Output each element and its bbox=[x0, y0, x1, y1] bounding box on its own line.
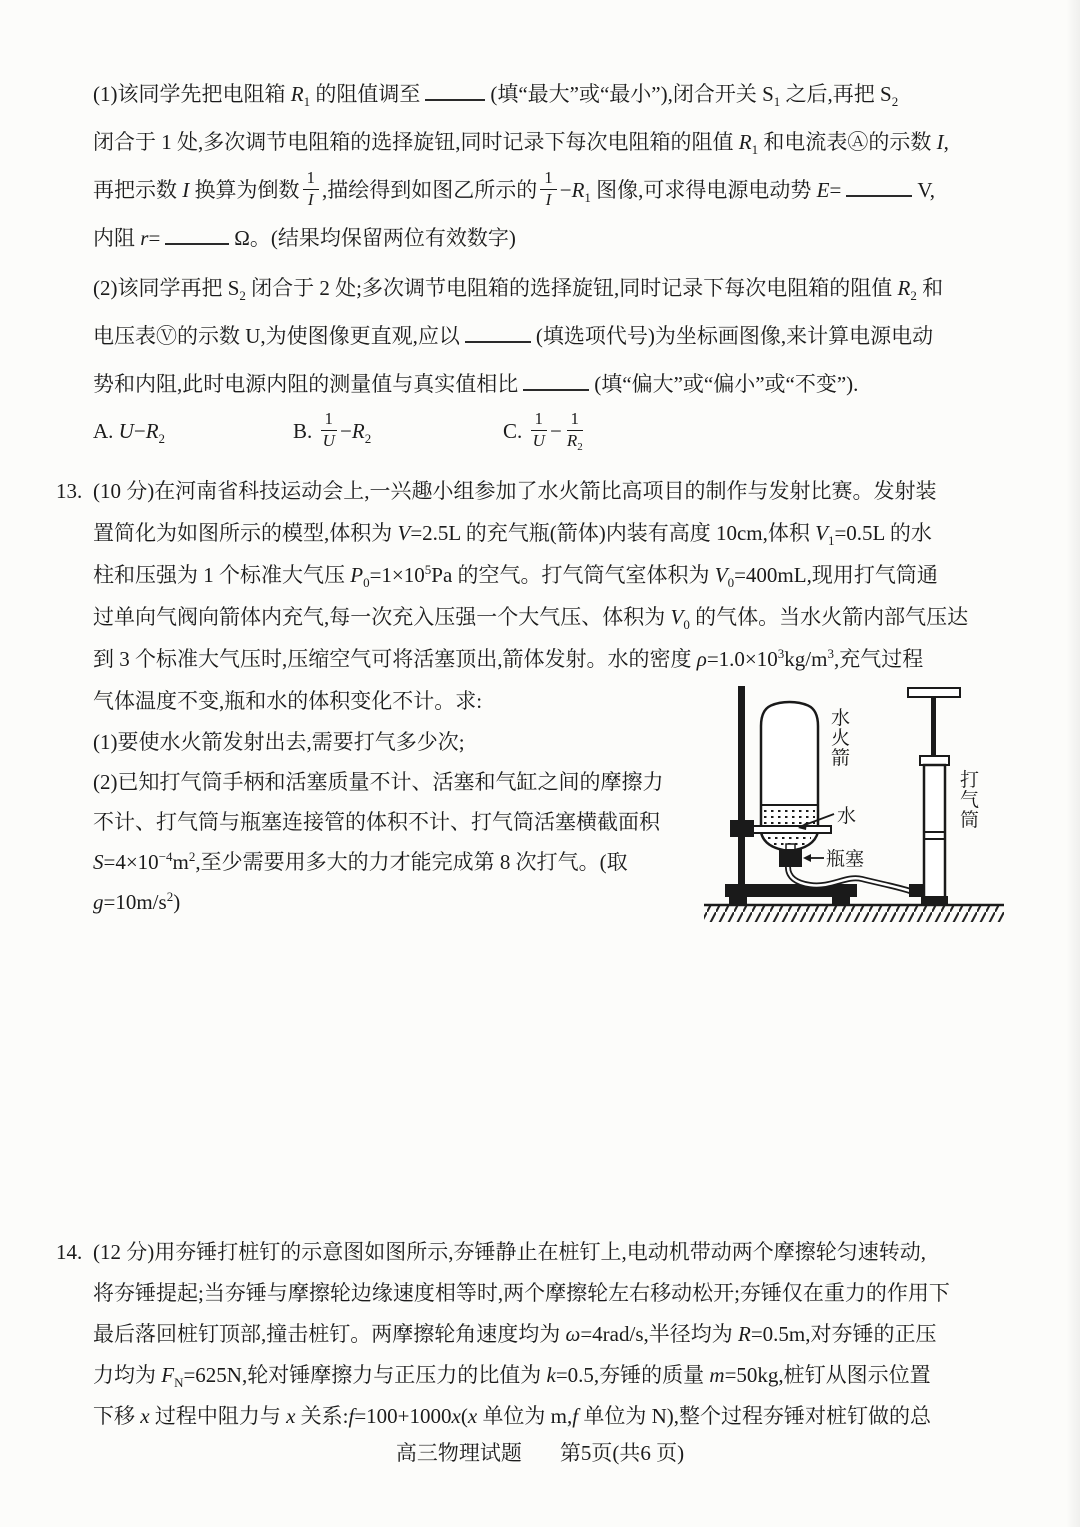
text-line: 再把示数 I 换算为倒数 $\frac{1}{I}$ ,描绘得到如图乙所示的 $\frac{1}{I}$ $-R_1$ 图像,可求得电源电动势 E= V, bbox=[93, 168, 936, 209]
question-13-number: 13. bbox=[56, 479, 83, 503]
label-air-pump: 打气筒 bbox=[960, 770, 980, 831]
fraction: $\frac{1}{R_2}$ bbox=[566, 409, 583, 453]
water-rocket-figure bbox=[698, 674, 1010, 928]
option: C. $\frac{1}{U}$ − $\frac{1}{R_2}$ bbox=[503, 409, 583, 453]
stand-clamp bbox=[730, 820, 754, 837]
fraction: $\frac{1}{I}$ bbox=[303, 169, 320, 209]
text-line: $S=4\times 10^{-4}m^2$,至少需要用多大的力才能完成第 8 次打气。(取 bbox=[93, 849, 628, 874]
label-water: 水 bbox=[837, 806, 857, 827]
bottle-stopper bbox=[779, 849, 802, 867]
footer-page-number: 第5页(共6 页) bbox=[559, 1441, 685, 1465]
rocket-bottle bbox=[730, 702, 831, 867]
answer-options bbox=[93, 404, 588, 458]
text-line: 闭合于 1 处,多次调节电阻箱的选择旋钮,同时记录下每次电阻箱的阻值 $R_1$ 和电流表Ⓐ的示数 I, bbox=[93, 130, 949, 157]
question-12-part1 bbox=[93, 70, 949, 262]
text-line: 势和内阻,此时电源内阻的测量值与真实值相比 (填“偏大”或“偏小”或“不变”). bbox=[93, 372, 859, 396]
answer-blank bbox=[465, 326, 531, 343]
text-line: 最后落回桩钉顶部,撞击桩钉。两摩擦轮角速度均为 ω=4rad/s,半径均为 R=0.5m,对夯锤的正压 bbox=[93, 1322, 937, 1346]
figure-labels bbox=[798, 707, 979, 870]
label-water-rocket: 水火箭 bbox=[831, 708, 851, 769]
fraction: $\frac{1}{U}$ bbox=[531, 410, 548, 450]
text-line: 置简化为如图所示的模型,体积为 V=2.5L 的充气瓶(箭体)内装有高度 10cm,体积 $V_1=0.5L$ 的水 bbox=[93, 521, 932, 548]
footer-paper-title: 高三物理试题 bbox=[395, 1441, 522, 1465]
text-line: 电压表Ⓥ的示数 U,为使图像更直观,应以 (填选项代号)为坐标画图像,来计算电源电动 bbox=[93, 324, 934, 348]
text-line: 柱和压强为 1 个标准大气压 $P_0=1\times 10^5Pa$ 的空气。打气筒气室体积为 $V_0=400mL$,现用打气筒通 bbox=[93, 562, 938, 590]
question-12-part2 bbox=[93, 264, 943, 408]
option: A. $U-R_2$ bbox=[93, 419, 166, 446]
option: B. $\frac{1}{U}$ $-R_2$ bbox=[293, 409, 372, 450]
text-line: 将夯锤提起;当夯锤与摩擦轮边缘速度相等时,两个摩擦轮左右移动松开;夯锤仅在重力的作用下 bbox=[93, 1281, 950, 1305]
text-line: (12 分)用夯锤打桩钉的示意图如图所示,夯锤静止在桩钉上,电动机带动两个摩擦轮匀速转动, bbox=[93, 1240, 926, 1264]
air-pump bbox=[908, 688, 960, 904]
answer-blank bbox=[165, 228, 229, 245]
label-stopper: 瓶塞 bbox=[826, 849, 865, 870]
question-14-number: 14. bbox=[56, 1240, 83, 1264]
ground-hatching bbox=[704, 905, 1004, 922]
text-line: 不计、打气筒与瓶塞连接管的体积不计、打气筒活塞横截面积 bbox=[93, 810, 660, 834]
text-line: (10 分)在河南省科技运动会上,一兴趣小组参加了水火箭比高项目的制作与发射比赛。发射装 bbox=[93, 479, 937, 503]
answer-blank bbox=[523, 374, 589, 391]
text-line: (1)要使水火箭发射出去,需要打气多少次; bbox=[93, 730, 465, 754]
text-line: 到 3 个标准大气压时,压缩空气可将活塞顶出,箭体发射。水的密度 $\rho=1.0\times 10^3kg/m^3$,充气过程 bbox=[93, 646, 924, 671]
text-line: (2)该同学再把 $S_2$ 闭合于 2 处;多次调节电阻箱的选择旋钮,同时记录下每次电阻箱的阻值 $R_2$ 和 bbox=[93, 276, 944, 303]
text-line: 内阻 r= Ω。(结果均保留两位有效数字) bbox=[93, 226, 516, 250]
question-14-text bbox=[93, 1232, 950, 1437]
question-13-subquestions bbox=[93, 722, 663, 922]
answer-blank bbox=[425, 84, 485, 101]
text-line: 过单向气阀向箭体内充气,每一次充入压强一个大气压、体积为 $V_0$ 的气体。当水火箭内部气压达 bbox=[93, 605, 969, 632]
text-line: (2)已知打气筒手柄和活塞质量不计、活塞和气缸之间的摩擦力 bbox=[93, 770, 664, 794]
text-line: 下移 x 过程中阻力与 x 关系:f=100+1000x(x 单位为 m,f 单位为 N),整个过程夯锤对桩钉做的总 bbox=[93, 1404, 932, 1428]
text-line: 力均为 $F_N=625N$,轮对锤摩擦力与正压力的比值为 k=0.5,夯锤的质量 m=50kg,桩钉从图示位置 bbox=[93, 1363, 931, 1390]
text-line: $g=10m/s^2$) bbox=[93, 889, 181, 914]
fraction: $\frac{1}{U}$ bbox=[321, 410, 338, 450]
answer-blank bbox=[846, 180, 912, 197]
fraction: $\frac{1}{I}$ bbox=[540, 169, 557, 209]
text-line: 气体温度不变,瓶和水的体积变化不计。求: bbox=[93, 689, 483, 713]
text-line: (1)该同学先把电阻箱 $R_1$ 的阻值调至 (填“最大”或“最小”),闭合开关 $S_1$ 之后,再把 $S_2$ bbox=[93, 82, 899, 109]
page-footer bbox=[0, 1437, 1080, 1467]
